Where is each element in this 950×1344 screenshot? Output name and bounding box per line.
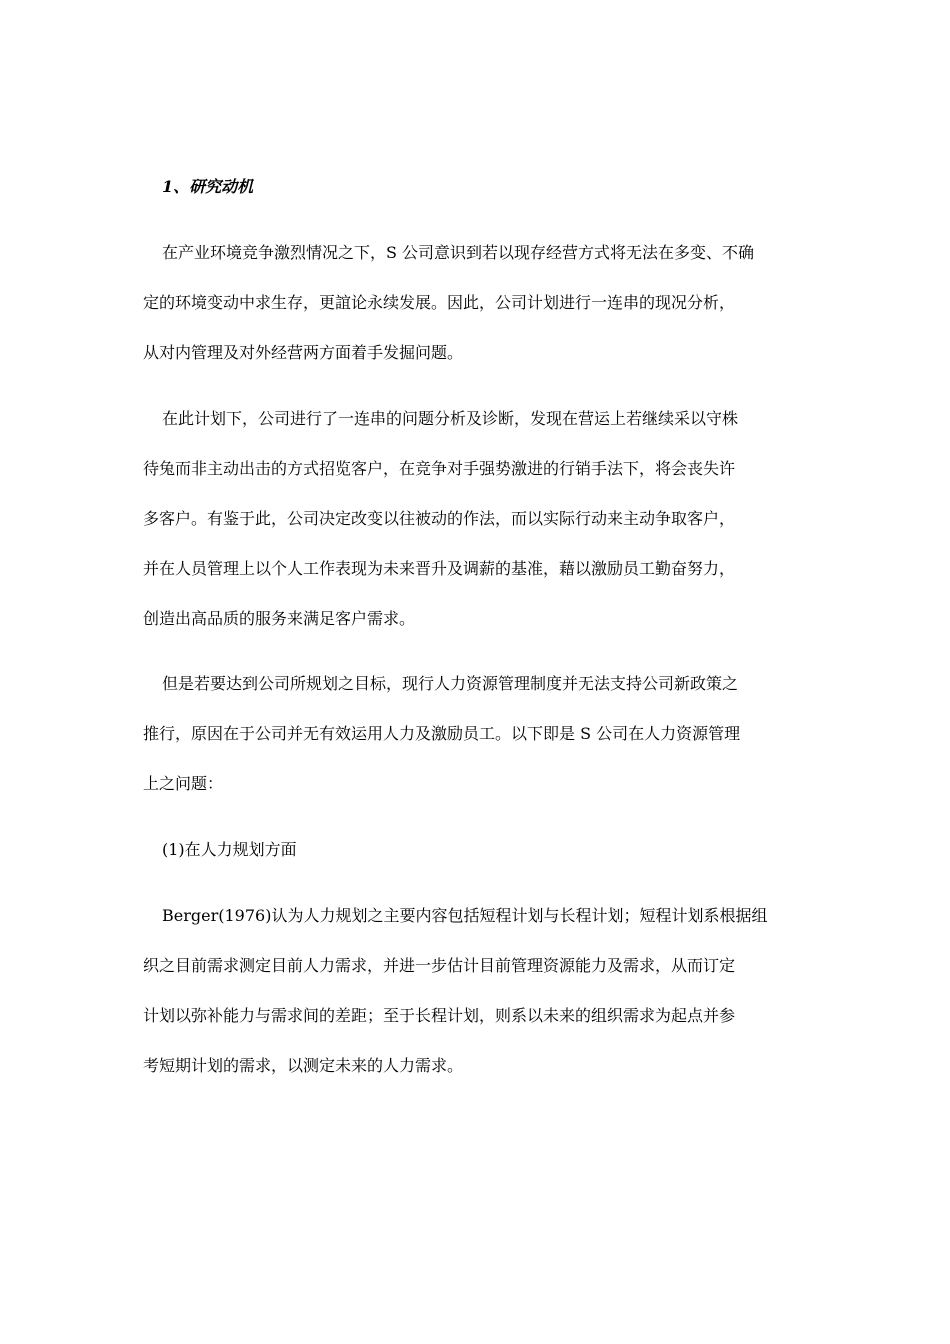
paragraph-5-line-3: 计划以弥补能力与需求间的差距；至于长程计划，则系以未来的组织需求为起点并参: [143, 1006, 736, 1025]
paragraph-1-line-2: 定的环境变动中求生存，更誼论永续发展。因此，公司计划进行一连串的现况分析，: [143, 293, 736, 312]
paragraph-2-line-1: 在此计划下，公司进行了一连串的问题分析及诊断，发现在营运上若继续采以守株: [162, 409, 739, 428]
paragraph-5-line-1: Berger(1976)认为人力规划之主要内容包括短程计划与长程计划；短程计划系根据组: [162, 906, 768, 925]
subsection-heading: (1)在人力规划方面: [162, 840, 297, 859]
paragraph-5-line-2: 织之目前需求测定目前人力需求，并进一步估计目前管理资源能力及需求，从而订定: [143, 956, 736, 975]
paragraph-3-line-2: 推行，原因在于公司并无有效运用人力及激励员工。以下即是 S 公司在人力资源管理: [143, 724, 741, 743]
section-heading: 1、研究动机: [162, 177, 254, 196]
paragraph-3-line-3: 上之问题：: [143, 774, 224, 793]
paragraph-1-line-1: 在产业环境竞争激烈情况之下，S 公司意识到若以现存经营方式将无法在多变、不确: [162, 243, 755, 262]
paragraph-1-line-3: 从对内管理及对外经营两方面着手发掘问题。: [143, 343, 464, 362]
paragraph-5-line-4: 考短期计划的需求，以测定未来的人力需求。: [143, 1056, 464, 1075]
paragraph-2-line-4: 并在人员管理上以个人工作表现为未来晋升及调薪的基准，藉以激励员工勤奋努力，: [143, 559, 736, 578]
paragraph-3-line-1: 但是若要达到公司所规划之目标，现行人力资源管理制度并无法支持公司新政策之: [162, 674, 739, 693]
paragraph-2-line-2: 待兔而非主动出击的方式招览客户，在竞争对手强势激进的行销手法下，将会丧失许: [143, 459, 736, 478]
paragraph-2-line-3: 多客户。有鉴于此，公司决定改变以往被动的作法，而以实际行动来主动争取客户，: [143, 509, 736, 528]
paragraph-2-line-5: 创造出高品质的服务来满足客户需求。: [143, 609, 416, 628]
